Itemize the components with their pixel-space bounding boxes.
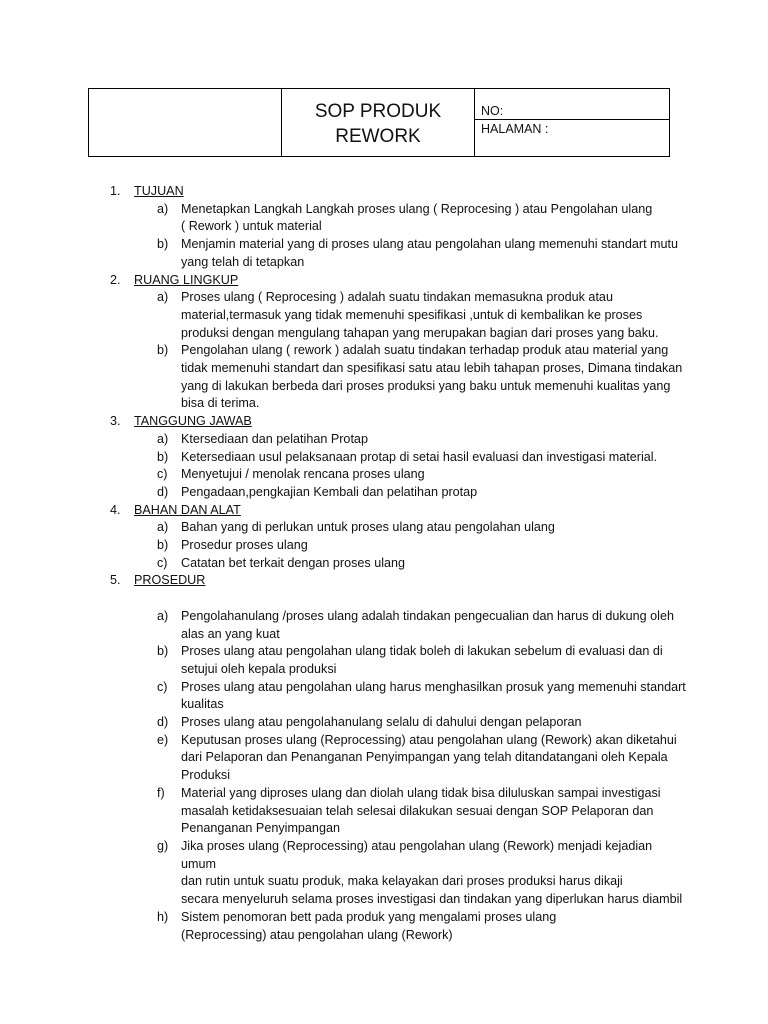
section-heading <box>110 572 690 590</box>
item-text-line: dari Pelaporan dan Penanganan Penyimpangan yang telah ditandatangani oleh Kepala <box>181 750 668 765</box>
item-text-line: Material yang diproses ulang dan diolah ulang tidak bisa diluluskan sampai investigasi <box>181 785 661 800</box>
list-item <box>134 714 690 732</box>
section <box>110 183 690 272</box>
item-letter: a) <box>157 290 169 305</box>
item-letter: g) <box>157 839 169 853</box>
list-item <box>134 519 690 537</box>
section-number: 2. <box>110 272 121 287</box>
list-item <box>134 785 690 838</box>
section <box>110 272 690 414</box>
list-item <box>134 555 690 573</box>
section <box>110 572 690 944</box>
list-item <box>134 608 690 643</box>
list-item <box>134 449 690 467</box>
item-text-line: Ktersediaan dan pelatihan Protap <box>181 431 368 446</box>
item-text-line: Pengolahan ulang ( rework ) adalah suatu tindakan terhadap produk atau material yang <box>181 343 669 358</box>
list-item <box>134 537 690 555</box>
item-letter: a) <box>157 520 169 535</box>
section-number: 5. <box>110 573 121 588</box>
list-item <box>134 289 690 342</box>
item-letter: b) <box>157 644 169 659</box>
item-text-line: kualitas <box>181 697 224 712</box>
item-letter: a) <box>157 608 169 623</box>
title-line-2: REWORK <box>335 125 421 147</box>
item-letter: b) <box>157 538 169 553</box>
item-text-line: tidak memenuhi standart dan spesifikasi satu atau lebih tahapan proses, Dimana tindakan <box>181 361 683 376</box>
item-text-line: Prosedur proses ulang <box>181 538 308 553</box>
item-text-line: Proses ulang atau pengolahanulang selalu di dahului dengan pelaporan <box>181 715 582 730</box>
list-item <box>134 909 690 944</box>
item-text-line: Keputusan proses ulang (Reprocessing) atau pengolahan ulang (Rework) akan diketahui <box>181 732 677 747</box>
section-title: TUJUAN <box>134 184 184 198</box>
item-letter: b) <box>157 237 169 252</box>
spacer <box>134 590 690 608</box>
item-text-line: Pengolahanulang /proses ulang adalah tindakan pengecualian dan harus di dukung oleh <box>181 608 674 623</box>
section-title: BAHAN DAN ALAT <box>134 502 241 517</box>
item-letter: b) <box>157 343 169 358</box>
no-label: NO: <box>475 89 669 120</box>
document-body <box>110 183 690 944</box>
item-text-line: Sistem penomoran bett pada produk yang mengalami proses ulang <box>181 909 557 924</box>
item-text-line: Proses ulang atau pengolahan ulang harus menghasilkan prosuk yang memenuhi standart <box>181 679 686 694</box>
item-letter: f) <box>157 785 165 800</box>
item-letter: b) <box>157 449 169 464</box>
item-text-line: yang telah di tetapkan <box>181 254 305 269</box>
meta-cell <box>475 89 669 156</box>
item-text-line: Ketersediaan usul pelaksanaan protap di setai hasil evaluasi dan investigasi material. <box>181 449 658 464</box>
item-letter: d) <box>157 484 169 499</box>
item-text-line: Menyetujui / menolak rencana proses ulang <box>181 467 425 482</box>
section <box>110 413 690 502</box>
item-text-line: Penanganan Penyimpangan <box>181 821 340 836</box>
item-text-line: ( Rework ) untuk material <box>181 219 322 234</box>
section-title: TANGGUNG JAWAB <box>134 414 252 429</box>
item-letter: c) <box>157 679 168 694</box>
logo-cell <box>89 89 282 156</box>
section-number: 4. <box>110 502 121 517</box>
item-text-line: Menjamin material yang di proses ulang atau pengolahan ulang memenuhi standart mutu <box>181 237 679 252</box>
header-table <box>88 88 670 157</box>
item-letter: e) <box>157 732 169 747</box>
list-item <box>134 643 690 678</box>
item-text-line: setujui oleh kepala produksi <box>181 661 337 676</box>
section-number: 1. <box>110 184 121 198</box>
item-text-line: dan rutin untuk suatu produk, maka kelayakan dari proses produksi harus dikaji <box>181 874 623 889</box>
item-text-line: Proses ulang ( Reprocesing ) adalah suatu tindakan memasukna produk atau <box>181 290 613 305</box>
section-heading <box>110 413 690 431</box>
item-text-line: Catatan bet terkait dengan proses ulang <box>181 555 406 570</box>
item-text-line: Pengadaan,pengkajian Kembali dan pelatihan protap <box>181 484 478 499</box>
list-item <box>134 236 690 271</box>
list-item <box>134 679 690 714</box>
item-text-line: Menetapkan Langkah Langkah proses ulang ( Reprocesing ) atau Pengolahan ulang <box>181 201 653 216</box>
section <box>110 502 690 573</box>
item-text-line: bisa di terima. <box>181 396 260 411</box>
section-number: 3. <box>110 414 121 429</box>
list-item <box>134 342 690 413</box>
list-item <box>134 732 690 785</box>
section-heading <box>110 183 690 201</box>
item-text-line: alas an yang kuat <box>181 626 280 641</box>
list-item <box>134 484 690 502</box>
item-letter: h) <box>157 909 169 924</box>
item-text-line: yang di lakukan berbeda dari proses produksi yang baku untuk memenuhi kualitas yang <box>181 378 671 393</box>
list-item <box>134 201 690 236</box>
section-heading <box>110 272 690 290</box>
item-text-line: Proses ulang atau pengolahan ulang tidak boleh di lakukan sebelum di evaluasi dan di <box>181 644 663 659</box>
item-letter: a) <box>157 431 169 446</box>
list-item <box>134 838 690 909</box>
section-heading <box>110 502 690 520</box>
item-text-line: Bahan yang di perlukan untuk proses ulang atau pengolahan ulang <box>181 520 555 535</box>
item-text-line: Jika proses ulang (Reprocessing) atau pengolahan ulang (Rework) menjadi kejadian umum <box>181 839 653 871</box>
halaman-label: HALAMAN : <box>481 122 549 136</box>
item-text-line: Produksi <box>181 768 230 783</box>
item-letter: d) <box>157 715 169 730</box>
document-title <box>282 89 475 156</box>
item-text-line: material,termasuk yang tidak memenuhi spesifikasi ,untuk di kembalikan ke proses <box>181 307 643 322</box>
item-text-line: (Reprocessing) atau pengolahan ulang (Rework) <box>181 927 453 942</box>
item-text-line: produksi dengan mengulang tahapan yang merupakan bagian dari proses yang baku. <box>181 325 659 340</box>
item-letter: c) <box>157 467 168 482</box>
list-item <box>134 431 690 449</box>
section-title: PROSEDUR <box>134 573 206 588</box>
section-title: RUANG LINGKUP <box>134 272 239 287</box>
item-text-line: secara menyeluruh selama proses investigasi dan tindakan yang diperlukan harus diambil <box>181 892 683 907</box>
title-line-1: SOP PRODUK <box>314 100 442 122</box>
item-letter: c) <box>157 555 168 570</box>
item-letter: a) <box>157 201 169 216</box>
list-item <box>134 466 690 484</box>
item-text-line: masalah ketidaksesuaian telah selesai dilakukan sesuai dengan SOP Pelaporan dan <box>181 803 654 818</box>
